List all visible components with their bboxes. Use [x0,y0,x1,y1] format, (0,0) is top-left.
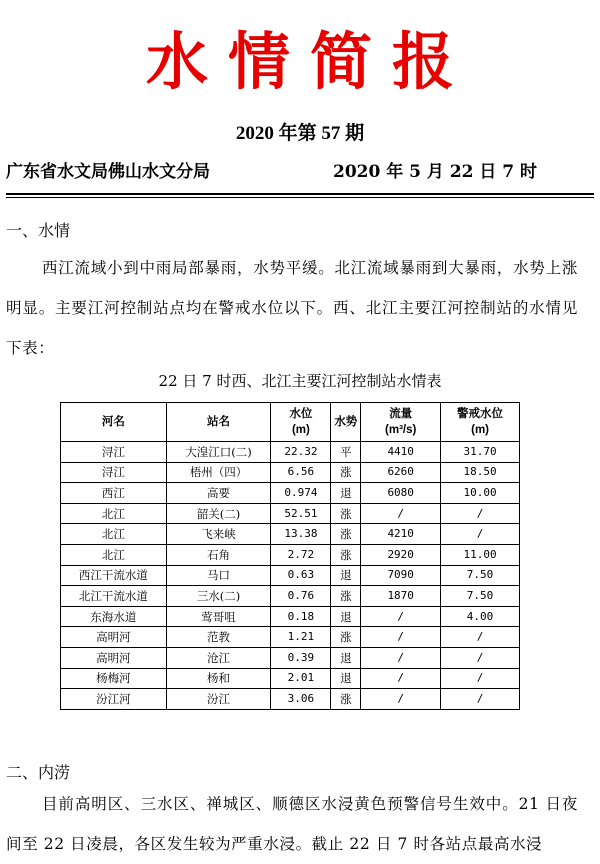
column-header-river: 河名 [61,403,167,442]
issue-date: 2020 年 5 月 22 日 7 时 [333,162,538,182]
table-caption: 22 日 7 时西、北江主要江河控制站水情表 [158,372,442,390]
cell-flow: / [361,668,441,689]
cell-river: 浔江 [61,462,167,483]
cell-level: 13.38 [271,524,331,545]
cell-warning: / [441,689,520,710]
cell-trend: 涨 [331,524,361,545]
column-header-flow: 流量 (m³/s) [361,403,441,442]
table-row [61,503,520,524]
cell-warning: 10.00 [441,483,520,504]
cell-river: 高明河 [61,647,167,668]
cell-warning: 31.70 [441,442,520,463]
column-header-trend: 水势 [331,403,361,442]
cell-flow: 4210 [361,524,441,545]
cell-level: 52.51 [271,503,331,524]
cell-level: 0.63 [271,565,331,586]
cell-river: 北江 [61,544,167,565]
cell-warning: 11.00 [441,544,520,565]
cell-trend: 涨 [331,627,361,648]
cell-station: 杨和 [166,668,271,689]
cell-warning: 7.50 [441,565,520,586]
cell-trend: 退 [331,565,361,586]
cell-trend: 退 [331,647,361,668]
cell-flow: / [361,689,441,710]
cell-station: 高要 [166,483,271,504]
table-row [61,647,520,668]
table-row [61,483,520,504]
cell-river: 北江 [61,503,167,524]
issue-number: 2020 年第 57 期 [235,123,365,144]
cell-flow: 1870 [361,586,441,607]
table-row [61,524,520,545]
cell-trend: 涨 [331,544,361,565]
cell-level: 1.21 [271,627,331,648]
table-row [61,442,520,463]
cell-river: 杨梅河 [61,668,167,689]
cell-station: 范教 [166,627,271,648]
table-row [61,606,520,627]
cell-station: 汾江 [166,689,271,710]
cell-level: 0.18 [271,606,331,627]
cell-warning: / [441,668,520,689]
cell-station: 马口 [166,565,271,586]
cell-trend: 涨 [331,462,361,483]
table-row [61,544,520,565]
cell-flow: / [361,647,441,668]
header-divider-thin [6,197,594,198]
cell-station: 韶关(二) [166,503,271,524]
table-row [61,668,520,689]
cell-river: 浔江 [61,442,167,463]
cell-level: 22.32 [271,442,331,463]
cell-river: 东海水道 [61,606,167,627]
cell-warning: 4.00 [441,606,520,627]
cell-warning: 18.50 [441,462,520,483]
cell-station: 沧江 [166,647,271,668]
column-header-level: 水位 (m) [271,403,331,442]
cell-level: 6.56 [271,462,331,483]
table-row [61,586,520,607]
table-body [61,442,520,710]
cell-trend: 涨 [331,503,361,524]
cell-flow: 7090 [361,565,441,586]
cell-river: 北江 [61,524,167,545]
section-paragraph-waterlogging: 目前高明区、三水区、禅城区、顺德区水浸黄色预警信号生效中。21 日夜间至 22 日凌晨，各区发生较为严重水浸。截止 22 日 7 时各站点最高水浸 [6,795,578,853]
cell-station: 梧州（四） [166,462,271,483]
issuing-organization: 广东省水文局佛山水文分局 [6,162,210,182]
cell-flow: / [361,606,441,627]
cell-river: 西江 [61,483,167,504]
cell-flow: 2920 [361,544,441,565]
cell-level: 0.76 [271,586,331,607]
cell-trend: 涨 [331,586,361,607]
table-row [61,565,520,586]
cell-warning: / [441,503,520,524]
section-heading-water: 一、水情 [6,221,71,240]
table-row [61,462,520,483]
cell-flow: / [361,503,441,524]
section-paragraph-water: 西江流域小到中雨局部暴雨，水势平缓。北江流域暴雨到大暴雨，水势上涨明显。主要江河控制站点均在警戒水位以下。西、北江主要江河控制站的水情见下表： [6,259,578,357]
table-header-row [61,403,520,442]
cell-level: 0.974 [271,483,331,504]
cell-level: 0.39 [271,647,331,668]
cell-station: 三水(二) [166,586,271,607]
cell-flow: 6260 [361,462,441,483]
cell-level: 2.01 [271,668,331,689]
cell-warning: / [441,627,520,648]
cell-station: 大湟江口(二) [166,442,271,463]
cell-trend: 平 [331,442,361,463]
column-header-station: 站名 [166,403,271,442]
cell-trend: 退 [331,606,361,627]
cell-trend: 退 [331,483,361,504]
header-divider-thick [6,193,594,195]
section-heading-waterlogging: 二、内涝 [6,763,71,782]
cell-river: 北江干流水道 [61,586,167,607]
bulletin-title: 水情简报 [145,25,474,98]
cell-station: 飞来峡 [166,524,271,545]
cell-level: 2.72 [271,544,331,565]
cell-level: 3.06 [271,689,331,710]
cell-flow: / [361,627,441,648]
cell-flow: 6080 [361,483,441,504]
cell-river: 汾江河 [61,689,167,710]
cell-trend: 退 [331,668,361,689]
cell-warning: / [441,647,520,668]
cell-trend: 涨 [331,689,361,710]
cell-warning: 7.50 [441,586,520,607]
cell-station: 莺哥咀 [166,606,271,627]
column-header-warning: 警戒水位 (m) [441,403,520,442]
cell-river: 西江干流水道 [61,565,167,586]
table-row [61,689,520,710]
cell-river: 高明河 [61,627,167,648]
cell-warning: / [441,524,520,545]
table-row [61,627,520,648]
cell-station: 石角 [166,544,271,565]
water-status-table [60,402,520,710]
cell-flow: 4410 [361,442,441,463]
